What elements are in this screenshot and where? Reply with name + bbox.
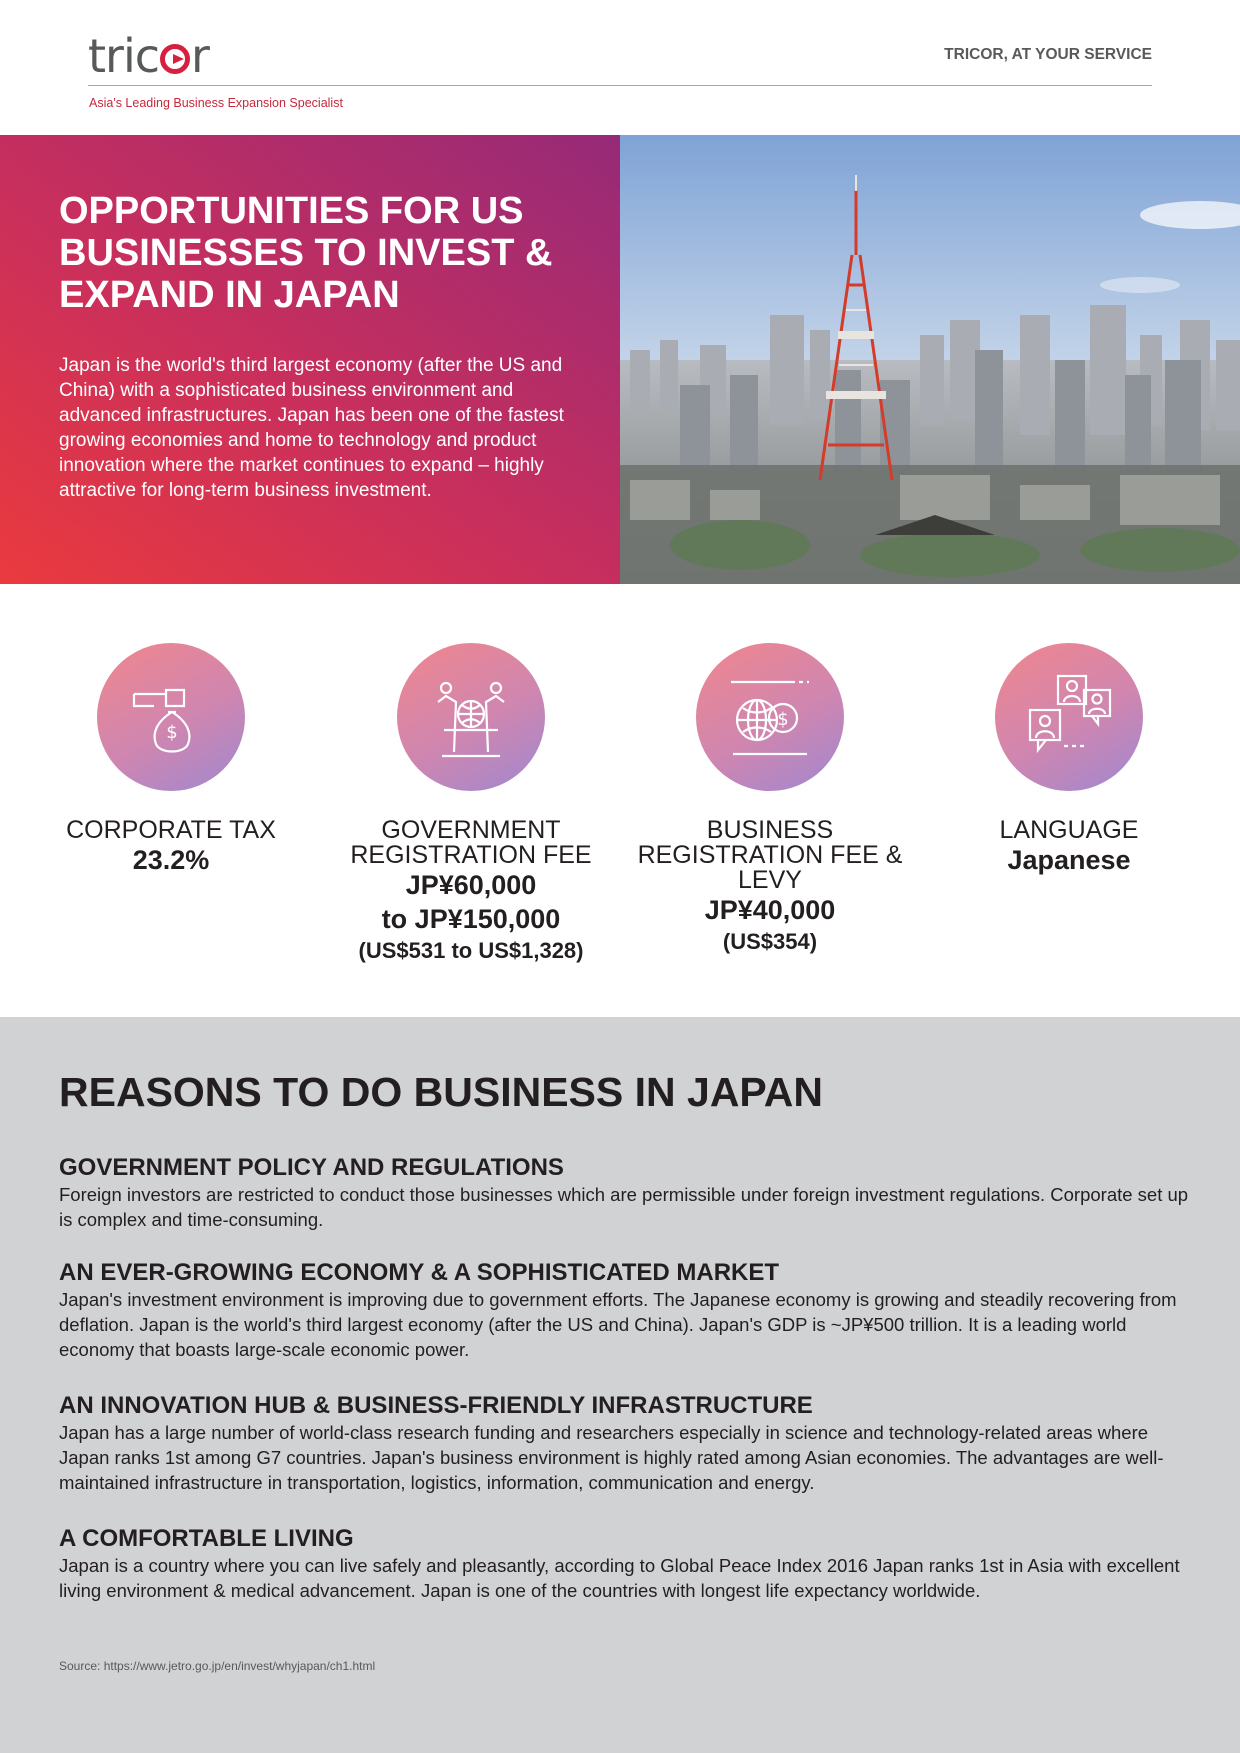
page-header bbox=[0, 0, 1240, 135]
reason-heading: A COMFORTABLE LIVING bbox=[59, 1525, 354, 1552]
reason-item bbox=[59, 1154, 1189, 1232]
globe-meeting-icon bbox=[397, 643, 545, 791]
reason-item bbox=[59, 1525, 1189, 1603]
reason-item bbox=[59, 1259, 1189, 1362]
globe-currency-icon bbox=[696, 643, 844, 791]
service-slogan: TRICOR, AT YOUR SERVICE bbox=[944, 46, 1152, 63]
reason-heading: AN INNOVATION HUB & BUSINESS-FRIENDLY INFRASTRUCTURE bbox=[59, 1392, 813, 1419]
stat-value: Japanese bbox=[1007, 845, 1131, 875]
stat-value: JP¥60,000 bbox=[405, 870, 537, 900]
conversation-icon bbox=[995, 643, 1143, 791]
logo-play-icon bbox=[160, 44, 190, 74]
stat-language bbox=[919, 643, 1219, 877]
svg-text:$: $ bbox=[777, 709, 789, 730]
svg-text:$: $ bbox=[166, 722, 178, 743]
stat-label: GOVERNMENT REGISTRATION FEE bbox=[350, 816, 592, 869]
stat-value-range-end: to JP¥150,000 bbox=[381, 904, 561, 934]
stat-label: CORPORATE TAX bbox=[66, 816, 276, 844]
stat-corporate-tax bbox=[21, 643, 321, 877]
money-bag-icon bbox=[97, 643, 245, 791]
stat-label: BUSINESS REGISTRATION FEE & LEVY bbox=[637, 816, 903, 894]
source-citation: Source: https://www.jetro.go.jp/en/invest/whyjapan/ch1.html bbox=[59, 1659, 376, 1673]
reasons-title: REASONS TO DO BUSINESS IN JAPAN bbox=[59, 1069, 823, 1115]
tricor-logo: tric r bbox=[88, 29, 209, 83]
hero-title: OPPORTUNITIES FOR US BUSINESSES TO INVEST & EXPAND IN JAPAN bbox=[59, 190, 553, 316]
stat-usd-equivalent: (US$354) bbox=[722, 929, 818, 954]
reason-text: Japan's investment environment is improving due to government efforts. The Japanese economy is growing and steadily recovering from deflation. Japan is the world's third largest economy (after the US and China). Japan's GDP is ~JP¥500 trillion. It is a leading world economy that boasts large-scale economic power. bbox=[59, 1289, 1177, 1360]
reasons-section bbox=[0, 1017, 1240, 1753]
hero-section bbox=[0, 135, 1240, 584]
stat-value: JP¥40,000 bbox=[704, 895, 836, 925]
stat-usd-equivalent: (US$531 to US$1,328) bbox=[358, 938, 584, 963]
hero-intro-text: Japan is the world's third largest economy (after the US and China) with a sophisticated business environment and advanced infrastructures. Japan has been one of the fastest growing economies and home to technology and product innovation where the market continues to expand – highly attractive for long-term business investment. bbox=[59, 355, 564, 501]
reason-text: Japan is a country where you can live safely and pleasantly, according to Global Peace Index 2016 Japan ranks 1st in Asia with excellent living environment & medical advancement. Japan is one of the countries with longest life expectancy worldwide. bbox=[59, 1555, 1180, 1601]
tagline: Asia's Leading Business Expansion Specialist bbox=[89, 96, 343, 110]
reason-text: Foreign investors are restricted to conduct those businesses which are permissible under foreign investment regulations. Corporate set up is complex and time-consuming. bbox=[59, 1184, 1189, 1230]
stat-label: LANGUAGE bbox=[999, 816, 1139, 844]
reason-heading: GOVERNMENT POLICY AND REGULATIONS bbox=[59, 1154, 564, 1181]
reason-heading: AN EVER-GROWING ECONOMY & A SOPHISTICATED MARKET bbox=[59, 1259, 780, 1286]
stat-government-fee bbox=[321, 643, 621, 966]
hero-panel bbox=[0, 135, 620, 584]
stat-business-registration bbox=[620, 643, 920, 957]
tokyo-skyline-photo bbox=[620, 135, 1240, 584]
reason-item bbox=[59, 1392, 1189, 1495]
header-divider bbox=[88, 85, 1152, 86]
reason-text: Japan has a large number of world-class research funding and researchers especially in science and technology-related areas where Japan ranks 1st among G7 countries. Japan's business environment is highly rated among Asian economies. The advantages are well-maintained infrastructure in transportation, logistics, information, communication and energy. bbox=[59, 1422, 1164, 1493]
stat-value: 23.2% bbox=[132, 845, 210, 875]
